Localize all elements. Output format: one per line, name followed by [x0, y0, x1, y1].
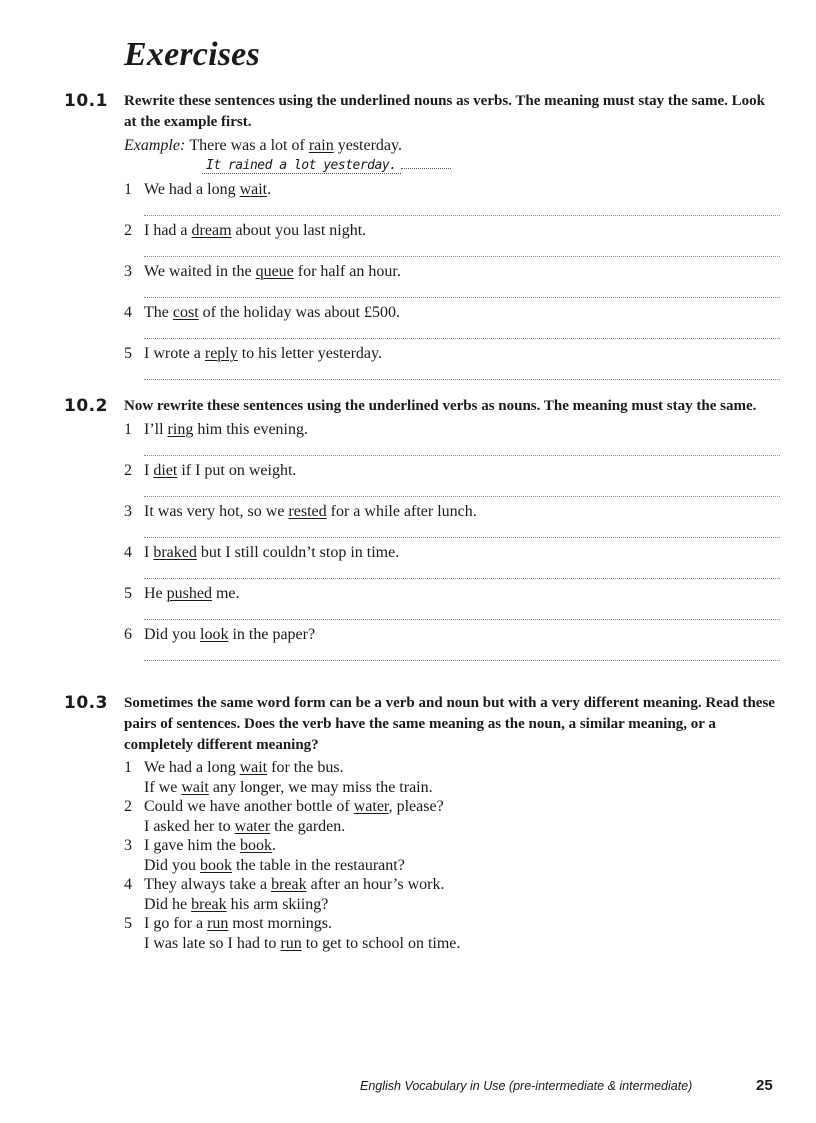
underlined-word: book [200, 856, 232, 874]
underlined-word: rested [288, 503, 327, 520]
list-item: 2 I had a dream about you last night. [124, 220, 780, 257]
underlined-word: wait [181, 778, 209, 796]
list-item: 1 We had a long wait for the bus. If we wait any longer, we may miss the train. [124, 759, 433, 796]
exercise-instruction: Rewrite these sentences using the underlined nouns as verbs. The meaning must stay the same. Look at the example first. [124, 93, 766, 130]
answer-line[interactable] [144, 324, 780, 339]
answer-line[interactable] [144, 242, 780, 257]
list-item: 1 I’ll ring him this evening. [124, 419, 780, 456]
page-title: Exercises [124, 36, 260, 73]
list-item: 4 They always take a break after an hour’s work. Did he break his arm skiing? [124, 876, 445, 913]
answer-line[interactable] [144, 646, 780, 661]
list-item: 5 He pushed me. [124, 583, 780, 620]
book-title-footer: English Vocabulary in Use (pre-intermediate & intermediate) [360, 1079, 693, 1093]
answer-line[interactable] [144, 482, 780, 497]
underlined-word: run [207, 915, 229, 932]
handwritten-answer: It rained a lot yesterday. [202, 158, 401, 174]
list-item: 3 It was very hot, so we rested for a while after lunch. [124, 501, 780, 538]
example-sentence: Example: There was a lot of rain yesterday. [124, 137, 402, 154]
list-item: 4 The cost of the holiday was about £500. [124, 302, 780, 339]
exercise-number: 10.2 [64, 396, 108, 416]
underlined-word: break [271, 876, 307, 893]
underlined-word: run [280, 934, 302, 952]
list-item: 3 We waited in the queue for half an hour. [124, 261, 780, 298]
underlined-word: dream [191, 222, 232, 239]
answer-line[interactable] [144, 201, 780, 216]
underlined-word: book [239, 837, 272, 854]
answer-line[interactable] [144, 365, 780, 380]
exercise-instruction: Now rewrite these sentences using the underlined verbs as nouns. The meaning must stay the same. [124, 398, 757, 414]
list-item: 1 We had a long wait. [124, 179, 780, 216]
underlined-word: water [353, 798, 389, 815]
example-answer [202, 156, 780, 175]
underlined-word: cost [172, 304, 199, 321]
underlined-word: ring [167, 421, 194, 438]
list-item: 5 I wrote a reply to his letter yesterday. [124, 343, 780, 380]
answer-line[interactable] [144, 564, 780, 579]
underlined-word: break [191, 895, 227, 913]
exercise-number: 10.3 [64, 693, 108, 713]
underlined-word: look [200, 626, 229, 643]
answer-line[interactable] [144, 605, 780, 620]
underlined-word: queue [255, 263, 294, 280]
list-item: 2 Could we have another bottle of water, please? I asked her to water the garden. [124, 798, 444, 835]
underlined-word: wait [239, 759, 268, 776]
exercise-number: 10.1 [64, 91, 108, 111]
list-item: 6 Did you look in the paper? [124, 624, 780, 661]
underlined-word: rain [308, 137, 334, 154]
list-item: 5 I go for a run most mornings. I was late so I had to run to get to school on time. [124, 915, 461, 952]
answer-line[interactable] [144, 523, 780, 538]
list-item: 3 I gave him the book. Did you book the table in the restaurant? [124, 837, 405, 874]
underlined-word: wait [239, 181, 268, 198]
underlined-word: diet [153, 462, 178, 479]
page-number: 25 [756, 1077, 773, 1094]
answer-line[interactable] [144, 283, 780, 298]
underlined-word: braked [153, 544, 197, 561]
underlined-word: reply [204, 345, 238, 362]
example-label: Example: [124, 137, 186, 154]
underlined-word: water [234, 817, 271, 835]
list-item: 4 I braked but I still couldn’t stop in time. [124, 542, 780, 579]
answer-line[interactable] [144, 441, 780, 456]
list-item: 2 I diet if I put on weight. [124, 460, 780, 497]
underlined-word: pushed [166, 585, 212, 602]
exercise-instruction: Sometimes the same word form can be a verb and noun but with a very different meaning. Read these pairs of sentences. Does the verb have the same meaning as the noun, a similar meaning, or a completely different meaning? [124, 695, 775, 753]
